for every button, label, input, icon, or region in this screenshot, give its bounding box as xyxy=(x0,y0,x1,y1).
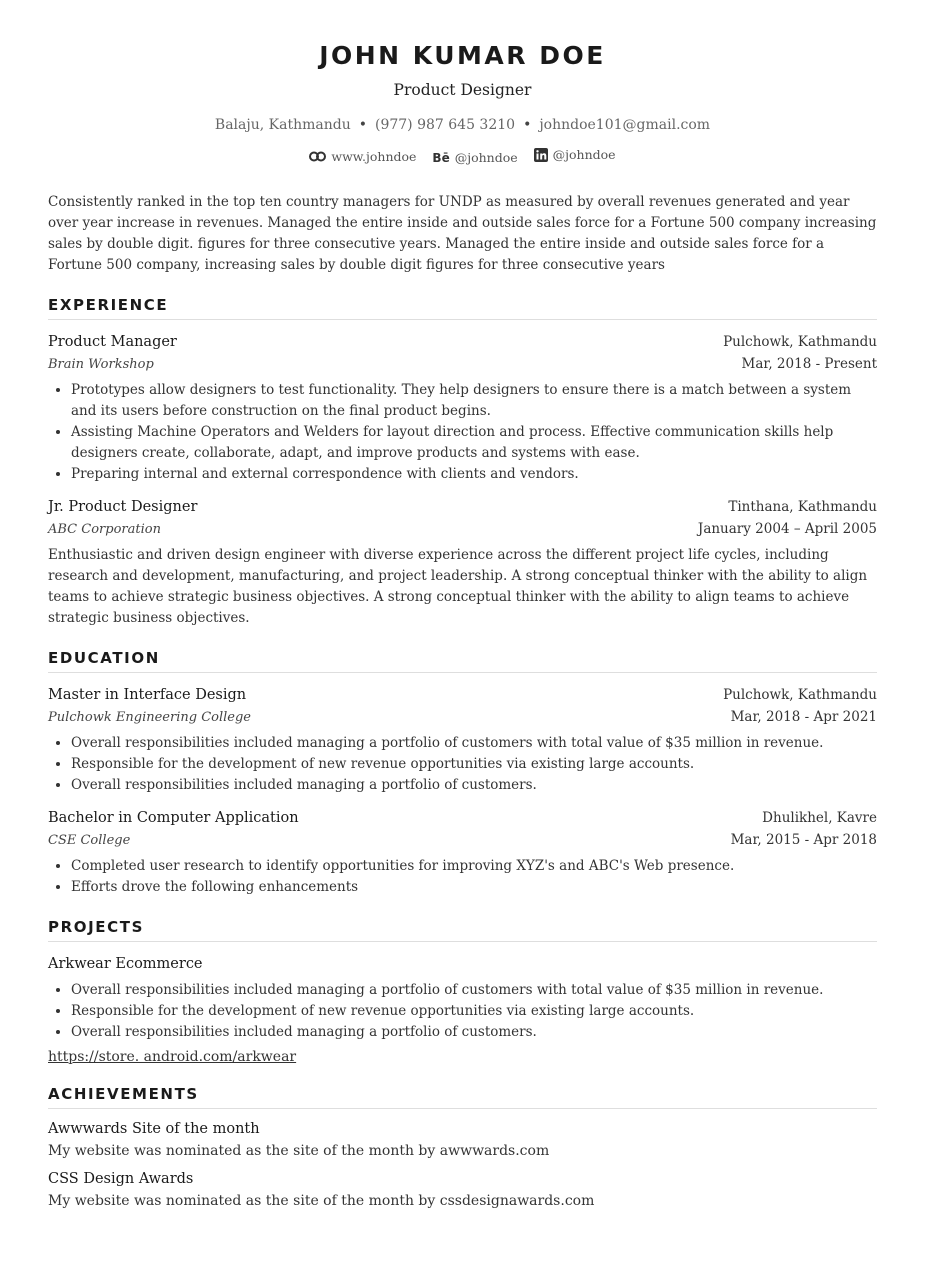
job-dates: January 2004 – April 2005 xyxy=(697,521,877,537)
achievement-title: Awwwards Site of the month xyxy=(48,1121,260,1137)
achievement-description: My website was nominated as the site of the month by cssdesignawards.com xyxy=(48,1193,595,1209)
behance-link[interactable] xyxy=(432,150,517,166)
experience-entry xyxy=(48,499,877,629)
bullet-item: • Responsible for the development of new revenue opportunities via existing large accounts. xyxy=(71,754,877,775)
school-name: Pulchowk Engineering College xyxy=(48,710,251,725)
bullet-item: • Overall responsibilities included managing a portfolio of customers with total value of $35 million in revenue. xyxy=(71,733,877,754)
section-heading-education: EDUCATION xyxy=(48,649,877,673)
behance-icon: Bē xyxy=(432,151,450,165)
project-entry xyxy=(48,956,877,1065)
achievement-title: CSS Design Awards xyxy=(48,1171,194,1187)
bullet-item: • Overall responsibilities included managing a portfolio of customers. xyxy=(71,775,877,796)
social-links xyxy=(48,147,877,166)
project-bullets xyxy=(48,980,877,1043)
website-link[interactable] xyxy=(309,149,416,165)
achievement-description: My website was nominated as the site of the month by awwwards.com xyxy=(48,1143,550,1159)
section-heading-experience: EXPERIENCE xyxy=(48,296,877,320)
behance-text: @johndoe xyxy=(454,150,518,165)
education-bullets xyxy=(48,733,877,796)
school-location: Pulchowk, Kathmandu xyxy=(723,687,877,703)
job-location: Tinthana, Kathmandu xyxy=(728,499,877,515)
contact-info xyxy=(48,115,877,135)
bullet-item: • Completed user research to identify opportunities for improving XYZ's and ABC's Web presence. xyxy=(71,856,877,877)
job-dates: Mar, 2018 - Present xyxy=(741,356,877,372)
bullet-item: • Efforts drove the following enhancements xyxy=(71,877,877,898)
candidate-name: JOHN KUMAR DOE xyxy=(319,41,606,70)
experience-entry xyxy=(48,334,877,485)
company-name: Brain Workshop xyxy=(48,357,154,372)
job-bullets xyxy=(48,380,877,485)
experience-section xyxy=(48,296,877,629)
bullet-item: • Preparing internal and external correspondence with clients and vendors. xyxy=(71,464,877,485)
section-heading-projects: PROJECTS xyxy=(48,918,877,942)
achievement-entry xyxy=(48,1121,877,1159)
professional-summary: Consistently ranked in the top ten country managers for UNDP as measured by overall revenues generated and year over year increase in revenues. Managed the entire inside and outside sales force for a Fortune 500 company increasing sales by double digit. figures for three consecutive years. Managed the entire inside and outside sales force for a Fortune 500 company, increasing sales by double digit figures for three consecutive years xyxy=(48,194,877,273)
location-text: Balaju, Kathmandu xyxy=(214,117,351,133)
job-role: Jr. Product Designer xyxy=(48,499,198,515)
bullet-item: • Overall responsibilities included managing a portfolio of customers. xyxy=(71,1022,877,1043)
phone-text[interactable]: (977) 987 645 3210 xyxy=(374,117,516,133)
education-entry xyxy=(48,810,877,898)
candidate-title: Product Designer xyxy=(393,81,532,99)
education-dates: Mar, 2018 - Apr 2021 xyxy=(730,709,877,725)
project-name: Arkwear Ecommerce xyxy=(48,956,203,972)
achievement-entry xyxy=(48,1171,877,1209)
education-section xyxy=(48,649,877,898)
bullet-item: • Prototypes allow designers to test functionality. They help designers to ensure there is a match between a system and its users before construction on the final product begins. xyxy=(71,380,877,422)
project-link[interactable]: https://store. android.com/arkwear xyxy=(48,1049,297,1065)
linkedin-link[interactable] xyxy=(534,147,616,163)
linkedin-text: @johndoe xyxy=(552,147,616,162)
website-link-icon xyxy=(309,151,326,162)
education-entry xyxy=(48,687,877,796)
job-description: Enthusiastic and driven design engineer with diverse experience across the different project life cycles, including research and development, manufacturing, and project leadership. A strong conceptual thinker with the ability to align teams to achieve strategic business objectives. A strong conceptual thinker with the ability to align teams to achieve strategic business objectives. xyxy=(48,547,868,626)
company-name: ABC Corporation xyxy=(48,522,161,537)
separator-dot: • xyxy=(358,117,367,133)
separator-dot: • xyxy=(523,117,532,133)
job-location: Pulchowk, Kathmandu xyxy=(723,334,877,350)
linkedin-icon xyxy=(534,148,548,162)
bullet-item: • Overall responsibilities included managing a portfolio of customers with total value of $35 million in revenue. xyxy=(71,980,877,1001)
bullet-item: • Responsible for the development of new revenue opportunities via existing large accounts. xyxy=(71,1001,877,1022)
education-dates: Mar, 2015 - Apr 2018 xyxy=(730,832,877,848)
resume-header xyxy=(48,0,877,166)
school-name: CSE College xyxy=(48,833,131,848)
job-role: Product Manager xyxy=(48,334,177,350)
email-link[interactable]: johndoe101@gmail.com xyxy=(539,117,711,133)
school-location: Dhulikhel, Kavre xyxy=(762,810,877,826)
achievements-section xyxy=(48,1085,877,1209)
website-text: www.johndoe xyxy=(331,148,417,164)
section-heading-achievements: ACHIEVEMENTS xyxy=(48,1085,877,1109)
degree-name: Master in Interface Design xyxy=(48,687,247,703)
degree-name: Bachelor in Computer Application xyxy=(48,810,299,826)
projects-section xyxy=(48,918,877,1065)
bullet-item: • Assisting Machine Operators and Welders for layout direction and process. Effective communication skills help designers create, collaborate, adapt, and improve products and systems with ease. xyxy=(71,422,877,464)
education-bullets xyxy=(48,856,877,898)
